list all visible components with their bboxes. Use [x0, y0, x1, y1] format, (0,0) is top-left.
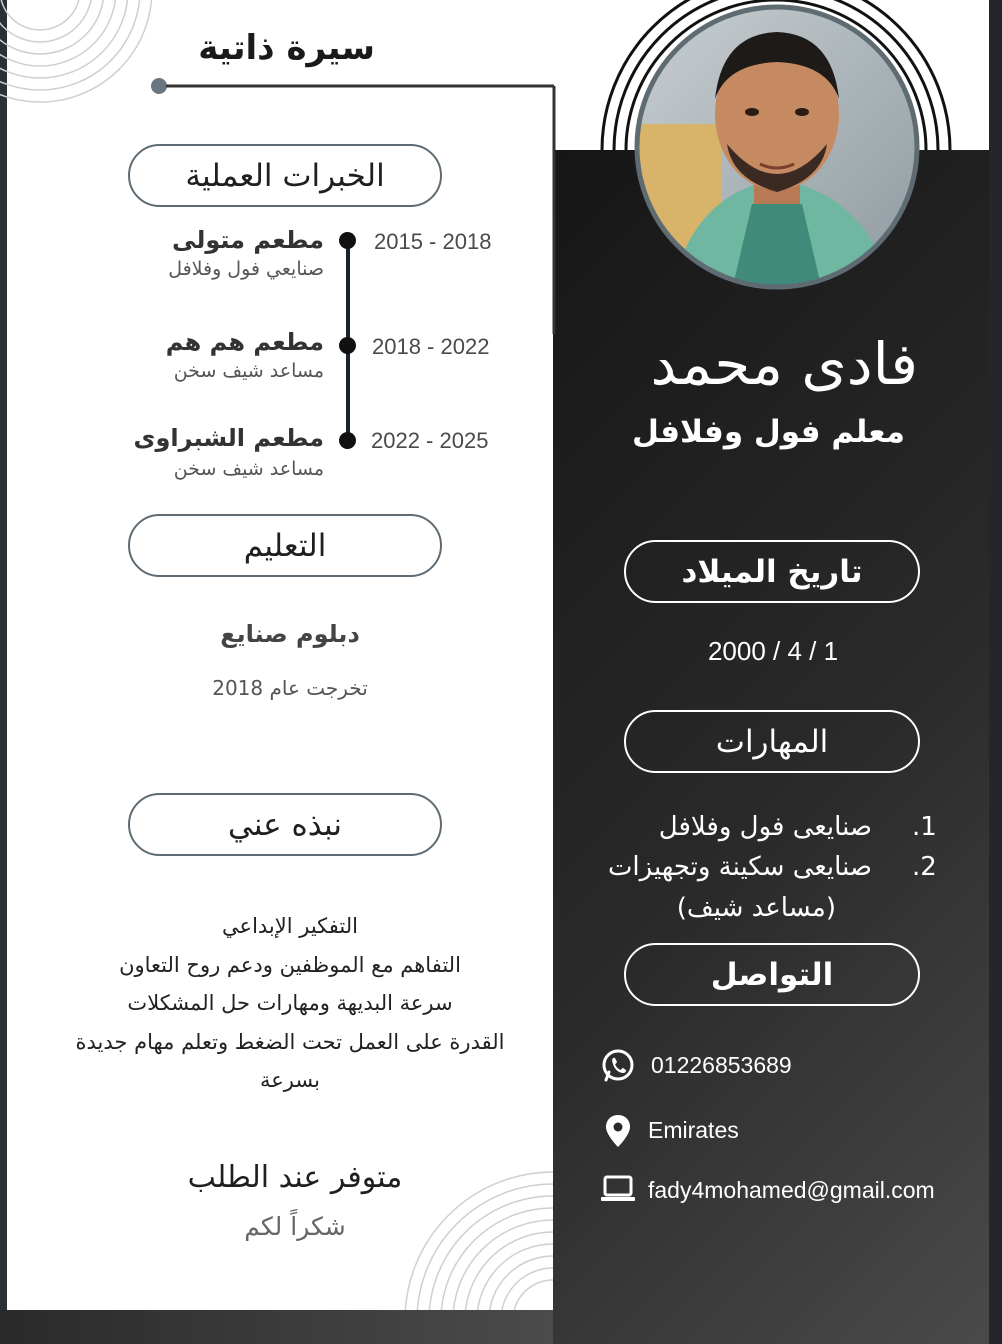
whatsapp-icon — [600, 1048, 636, 1084]
page-title: سيرة ذاتية — [198, 28, 375, 68]
profile-name: فادى محمد — [650, 330, 918, 398]
education-graduation: تخرجت عام 2018 — [212, 676, 368, 700]
section-header-skills: المهارات — [624, 710, 920, 773]
decorative-arcs-top-left — [0, 0, 160, 120]
section-header-education: التعليم — [128, 514, 442, 577]
about-line: سرعة البديهة ومهارات حل المشكلات — [127, 991, 453, 1015]
profile-job-title: معلم فول وفلافل — [632, 414, 905, 450]
left-edge-strip — [0, 0, 7, 1344]
timeline-dot — [339, 337, 356, 354]
title-connector — [148, 74, 568, 344]
skill-number: 2. — [912, 852, 937, 882]
timeline-dot — [339, 432, 356, 449]
section-header-experience: الخبرات العملية — [128, 144, 442, 207]
experience-company: مطعم متولى — [172, 226, 324, 254]
experience-role: صنايعي فول وفلافل — [168, 258, 324, 280]
section-header-birth: تاريخ الميلاد — [624, 540, 920, 603]
experience-years: 2018 - 2022 — [372, 334, 490, 359]
right-edge-strip — [989, 0, 1002, 1344]
experience-role: مساعد شيف سخن — [173, 360, 324, 382]
skill-number: 1. — [912, 812, 937, 842]
skill-item-continued: (مساعد شيف) — [676, 893, 836, 923]
availability-text: متوفر عند الطلب — [187, 1160, 403, 1195]
contact-email[interactable]: fady4mohamed@gmail.com — [648, 1177, 935, 1203]
timeline-dot — [339, 232, 356, 249]
section-header-contact: التواصل — [624, 943, 920, 1006]
laptop-icon — [600, 1175, 636, 1203]
contact-location: Emirates — [648, 1117, 739, 1143]
education-degree: دبلوم صنايع — [220, 620, 360, 648]
about-line: القدرة على العمل تحت الضغط وتعلم مهام جديدة — [75, 1030, 505, 1054]
section-header-about: نبذه عني — [128, 793, 442, 856]
profile-photo — [632, 4, 922, 290]
about-line: التفاهم مع الموظفين ودعم روح التعاون — [119, 953, 461, 977]
skill-item: صنايعى سكينة وتجهيزات — [607, 852, 872, 882]
thanks-text: شكراً لكم — [244, 1212, 346, 1241]
about-line: بسرعة — [260, 1068, 320, 1092]
bottom-bar — [0, 1310, 553, 1344]
contact-phone[interactable]: 01226853689 — [651, 1052, 792, 1078]
experience-company: مطعم الشبراوى — [133, 424, 324, 452]
about-line: التفكير الإبداعي — [222, 914, 358, 938]
experience-company: مطعم هم هم — [165, 328, 324, 356]
skill-item: صنايعى فول وفلافل — [658, 812, 872, 842]
location-pin-icon — [605, 1114, 631, 1148]
experience-role: مساعد شيف سخن — [173, 458, 324, 480]
experience-years: 2015 - 2018 — [374, 229, 492, 254]
experience-years: 2022 - 2025 — [371, 428, 489, 453]
birth-date: 2000 / 4 / 1 — [707, 636, 839, 666]
